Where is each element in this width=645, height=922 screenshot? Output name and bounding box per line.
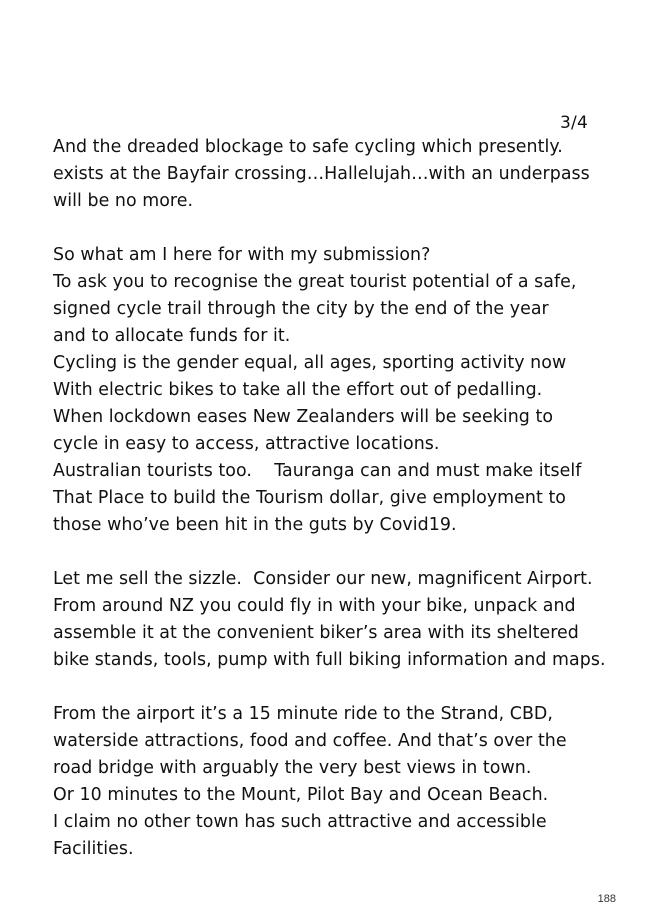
text-line: That Place to build the Tourism dollar, give employment to	[53, 488, 567, 508]
text-line: When lockdown eases New Zealanders will be seeking to	[53, 407, 554, 427]
text-line: cycle in easy to access, attractive locations.	[53, 434, 440, 454]
text-line: And the dreaded blockage to safe cycling which presently.	[53, 137, 563, 157]
document-page-number: 188	[597, 893, 616, 905]
text-line: will be no more.	[53, 191, 194, 211]
text-line: Facilities.	[53, 839, 134, 859]
text-line: From the airport it’s a 15 minute ride to the Strand, CBD,	[53, 704, 553, 724]
paragraph-gap	[53, 539, 633, 566]
text-line: With electric bikes to take all the effort out of pedalling.	[53, 380, 543, 400]
text-line: assemble it at the convenient biker’s area with its sheltered	[53, 623, 579, 643]
text-line: Australian tourists too. Tauranga can and must make itself	[53, 461, 582, 481]
text-line: To ask you to recognise the great tourist potential of a safe,	[53, 272, 577, 292]
page-indicator: 3/4	[560, 113, 588, 133]
text-line: Or 10 minutes to the Mount, Pilot Bay and Ocean Beach.	[53, 785, 549, 805]
text-line: So what am I here for with my submission?	[53, 245, 431, 265]
paragraph-gap	[53, 674, 633, 701]
text-line: From around NZ you could fly in with your bike, unpack and	[53, 596, 576, 616]
text-line: waterside attractions, food and coffee. And that’s over the	[53, 731, 567, 751]
text-line: exists at the Bayfair crossing…Hallelujah…with an underpass	[53, 164, 590, 184]
text-line: and to allocate funds for it.	[53, 326, 291, 346]
text-line: Cycling is the gender equal, all ages, sporting activity now	[53, 353, 567, 373]
text-line: road bridge with arguably the very best views in town.	[53, 758, 532, 778]
submission-body	[53, 134, 633, 863]
text-line: those who’ve been hit in the guts by Covid19.	[53, 515, 457, 535]
text-line: bike stands, tools, pump with full biking information and maps.	[53, 650, 606, 670]
text-line: Let me sell the sizzle. Consider our new, magnificent Airport.	[53, 569, 593, 589]
text-line: I claim no other town has such attractive and accessible	[53, 812, 547, 832]
text-line: signed cycle trail through the city by the end of the year	[53, 299, 549, 319]
paragraph-gap	[53, 215, 633, 242]
